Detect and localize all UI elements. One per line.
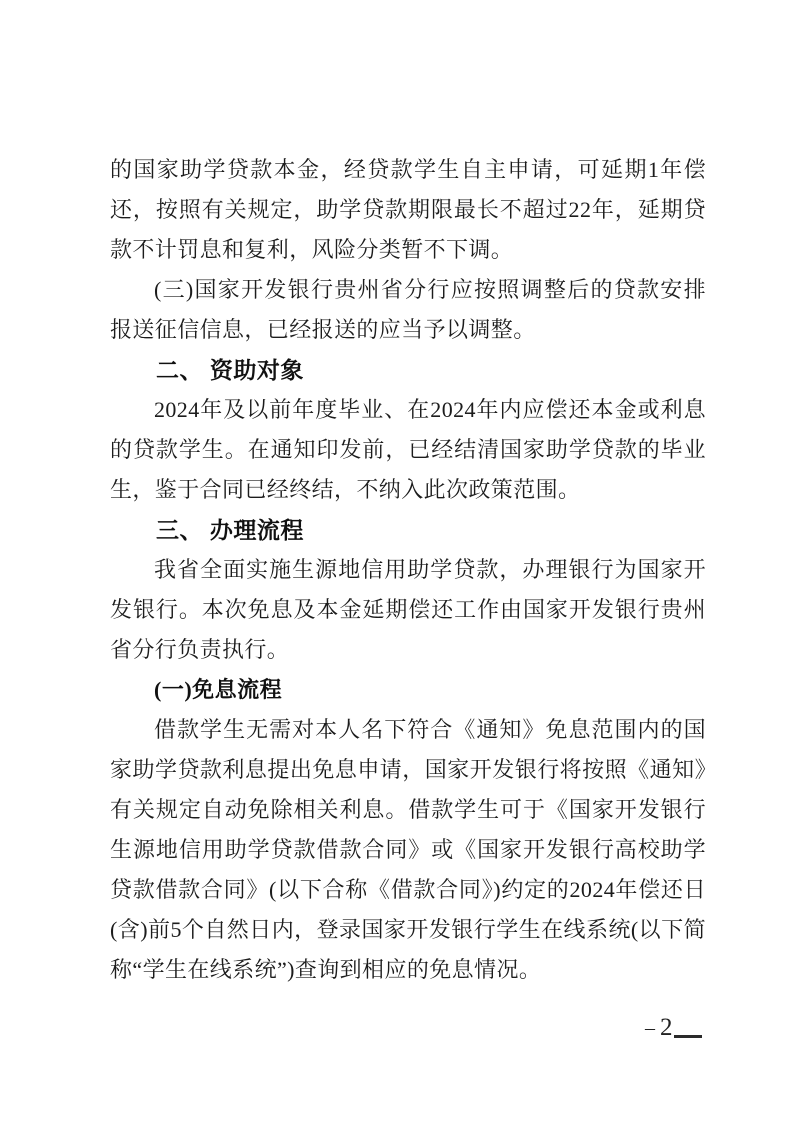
paragraph-section-3-implementation: 我省全面实施生源地信用助学贷款，办理银行为国家开发银行。本次免息及本金延期偿还工作由国家开发银行贵州省分行负责执行。 <box>110 557 706 662</box>
heading-section-2-funding-targets: 二、 资助对象 <box>156 357 304 383</box>
paragraph-subsection-1-exemption-process: 借款学生无需对本人名下符合《通知》免息范围内的国家助学贷款利息提出免息申请，国家开发银行将按照《通知》有关规定自动免除相关利息。借款学生可于《国家开发银行生源地信用助学贷款借款合同》或《国家开发银行高校助学贷款借款合同》(以下合称《借款合同》)约定的2024年偿还日(含)前5个自然日内，登录国家开发银行学生在线系统(以下简称“学生在线系统”)查询到相应的免息情况。 <box>110 717 706 982</box>
footer-underline-mark <box>674 1035 702 1038</box>
document-body <box>110 150 706 990</box>
page-footer <box>645 1013 702 1043</box>
paragraph-deferral-continuation: 的国家助学贷款本金，经贷款学生自主申请，可延期1年偿还，按照有关规定，助学贷款期限最长不超过22年，延期贷款不计罚息和复利，风险分类暂不下调。 <box>110 157 706 262</box>
page-number: 2 <box>660 1014 673 1041</box>
paragraph-item-3-credit-reporting: (三)国家开发银行贵州省分行应按照调整后的贷款安排报送征信信息，已经报送的应当予以调整。 <box>110 277 706 342</box>
heading-section-3-process: 三、 办理流程 <box>156 517 304 543</box>
heading-subsection-1-interest-exemption: (一)免息流程 <box>154 677 283 702</box>
footer-dash: – <box>645 1017 655 1039</box>
paragraph-section-2-eligibility: 2024年及以前年度毕业、在2024年内应偿还本金或利息的贷款学生。在通知印发前，已经结清国家助学贷款的毕业生，鉴于合同已经终结，不纳入此次政策范围。 <box>110 397 706 502</box>
